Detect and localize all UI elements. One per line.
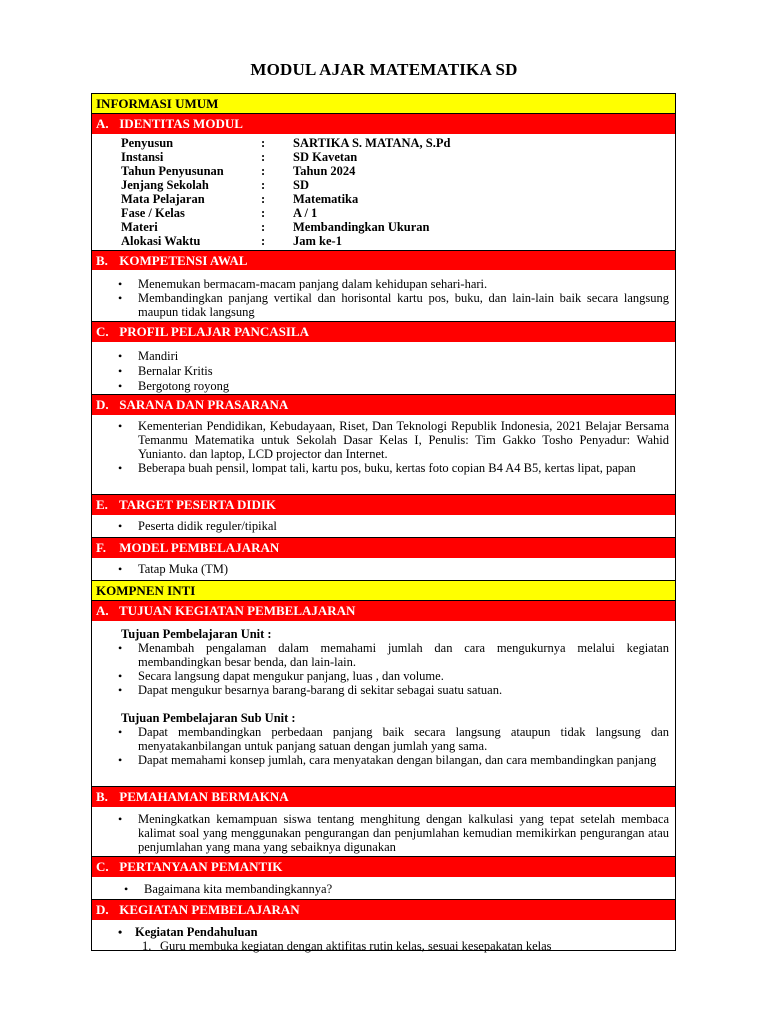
identitas-value: SARTIKA S. MATANA, S.Pd [293,136,451,150]
identitas-label: Jenjang Sekolah [121,178,209,192]
identitas-value: Matematika [293,192,359,206]
identitas-row [121,150,675,164]
subunit-goals-list [92,725,675,767]
identitas-separator: : [261,192,266,206]
pemahaman-bermakna-body [92,808,675,857]
subunit-heading: Tujuan Pembelajaran Sub Unit : [121,711,296,725]
section-header-profil-pelajar [92,322,675,343]
kegiatan-pembelajaran-body [92,921,675,953]
list-item: • Secara langsung dapat mengukur panjang, luas , dan volume. [92,669,675,683]
step-text: Guru membuka kegiatan dengan aktifitas rutin kelas, sesuai kesepakatan kelas [160,939,552,953]
section-title: PROFIL PELAJAR PANCASILA [119,324,309,339]
identitas-separator: : [261,150,266,164]
identitas-label: Mata Pelajaran [121,192,205,206]
profil-pelajar-body [92,343,675,395]
model-list [92,562,675,576]
identitas-row [121,234,675,248]
section-letter: B. [96,789,108,804]
identitas-separator: : [261,206,266,220]
document-title: MODUL AJAR MATEMATIKA SD [250,60,518,79]
kegiatan-steps-list [92,939,675,953]
section-header-tujuan-kegiatan [92,601,675,622]
section-title: KOMPETENSI AWAL [119,253,248,268]
kompetensi-awal-body [92,271,675,322]
list-item: • Beberapa buah pensil, lompat tali, kartu pos, buku, kertas foto copian B4 A4 B5, kertas lipat, papan [92,461,675,475]
section-header-identitas-modul [92,114,675,135]
list-item: • Kementerian Pendidikan, Kebudayaan, Riset, Dan Teknologi Republik Indonesia, 2021 Belajar Bersama Temanmu Matematika untuk Sekolah Dasar Kelas I, Penulis: Tim Gakko Tosho Penyadur: Wahid Yunianto. dan laptop, LCD projector dan Internet. [92,419,675,461]
unit-heading: Tujuan Pembelajaran Unit : [121,627,272,641]
sarana-list [92,419,675,475]
kegiatan-pendahuluan-label: Kegiatan Pendahuluan [135,925,258,939]
list-item: • Menemukan bermacam-macam panjang dalam kehidupan sehari-hari. [92,277,675,291]
identitas-label: Materi [121,220,158,234]
profil-list [92,349,675,394]
section-header-kompetensi-awal [92,251,675,271]
section-title: INFORMASI UMUM [96,96,219,111]
section-header-pertanyaan-pemantik [92,857,675,878]
model-pembelajaran-body [92,559,675,581]
section-letter: A. [96,603,109,618]
identitas-label: Fase / Kelas [121,206,185,220]
module-table [91,93,676,951]
identitas-row [121,220,675,234]
section-letter: E. [96,497,108,512]
kegiatan-step [92,939,675,953]
identitas-label: Tahun Penyusunan [121,164,224,178]
list-item: • Bergotong royong [92,379,675,394]
identitas-separator: : [261,234,266,248]
section-header-pemahaman-bermakna [92,787,675,808]
identitas-row [121,164,675,178]
section-letter: B. [96,253,108,268]
section-title: PEMAHAMAN BERMAKNA [119,789,289,804]
identitas-value: Membandingkan Ukuran [293,220,430,234]
unit-goals-list [92,641,675,697]
identitas-grid [92,135,675,248]
section-letter: D. [96,902,109,917]
kegiatan-pendahuluan-heading [92,925,675,939]
list-item: • Dapat memahami konsep jumlah, cara menyatakan dengan bilangan, dan cara membandingkan panjang [92,753,675,767]
list-item: • Peserta didik reguler/tipikal [92,519,675,533]
identitas-row [121,178,675,192]
list-item: • Tatap Muka (TM) [92,562,675,576]
section-title: TARGET PESERTA DIDIK [119,497,277,512]
list-item: • Membandingkan panjang vertikal dan horisontal kartu pos, buku, dan lain-lain baik secara langsung maupun tidak langsung [92,291,675,319]
section-header-komponen-inti [92,581,675,601]
pertanyaan-pemantik-body [92,878,675,900]
identitas-label: Instansi [121,150,164,164]
list-item: • Mandiri [92,349,675,364]
identitas-value: Jam ke-1 [293,234,342,248]
pemahaman-list [92,812,675,854]
kegiatan-subheading-list [92,925,675,939]
identitas-value: SD Kavetan [293,150,358,164]
list-item: • Bernalar Kritis [92,364,675,379]
section-title: MODEL PEMBELAJARAN [119,540,280,555]
section-title: KOMPNEN INTI [96,583,196,598]
identitas-label: Alokasi Waktu [121,234,201,248]
identitas-row [121,136,675,150]
list-item: • Menambah pengalaman dalam memahami jumlah dan cara mengukurnya melalui kegiatan membandingkan besar benda, dan lain-lain. [92,641,675,669]
list-item: • Meningkatkan kemampuan siswa tentang menghitung dengan kalkulasi yang tepat setelah membaca kalimat soal yang menggunakan pengurangan dan penjumlahan kemudian memikirkan pengurangan atau penjumlahan yang mana yang sebaiknya digunakan [92,812,675,854]
identitas-separator: : [261,164,266,178]
list-item: • Dapat mengukur besarnya barang-barang di sekitar sebagai suatu satuan. [92,683,675,697]
section-header-kegiatan-pembelajaran [92,900,675,921]
section-title: IDENTITAS MODUL [119,116,243,131]
section-header-target-peserta [92,495,675,516]
identitas-separator: : [261,178,266,192]
identitas-separator: : [261,136,266,150]
section-title: SARANA DAN PRASARANA [119,397,289,412]
list-item: • Dapat membandingkan perbedaan panjang baik secara langsung ataupun tidak langsung dan menyatakanbilangan untuk panjang satuan dengan jumlah yang sama. [92,725,675,753]
sarana-prasarana-body [92,416,675,495]
identitas-row [121,206,675,220]
identitas-separator: : [261,220,266,234]
section-title: PERTANYAAN PEMANTIK [119,859,283,874]
identitas-row [121,192,675,206]
identitas-value: Tahun 2024 [293,164,356,178]
kompetensi-list [92,277,675,319]
section-title: TUJUAN KEGIATAN PEMBELAJARAN [119,603,356,618]
step-number: 1. [142,939,152,953]
identitas-value: A / 1 [293,206,318,220]
section-letter: C. [96,859,109,874]
section-header-model-pembelajaran [92,538,675,559]
pertanyaan-list [92,882,675,896]
section-header-sarana-prasarana [92,395,675,416]
target-peserta-body [92,516,675,538]
section-letter: F. [96,540,106,555]
target-list [92,519,675,533]
section-letter: A. [96,116,109,131]
list-item: • Bagaimana kita membandingkannya? [98,882,675,896]
section-letter: D. [96,397,109,412]
section-title: KEGIATAN PEMBELAJARAN [119,902,300,917]
section-header-informasi-umum [92,94,675,114]
identitas-value: SD [293,178,309,192]
tujuan-kegiatan-body [92,622,675,787]
section-letter: C. [96,324,109,339]
identitas-label: Penyusun [121,136,174,150]
identitas-modul-body [92,135,675,251]
